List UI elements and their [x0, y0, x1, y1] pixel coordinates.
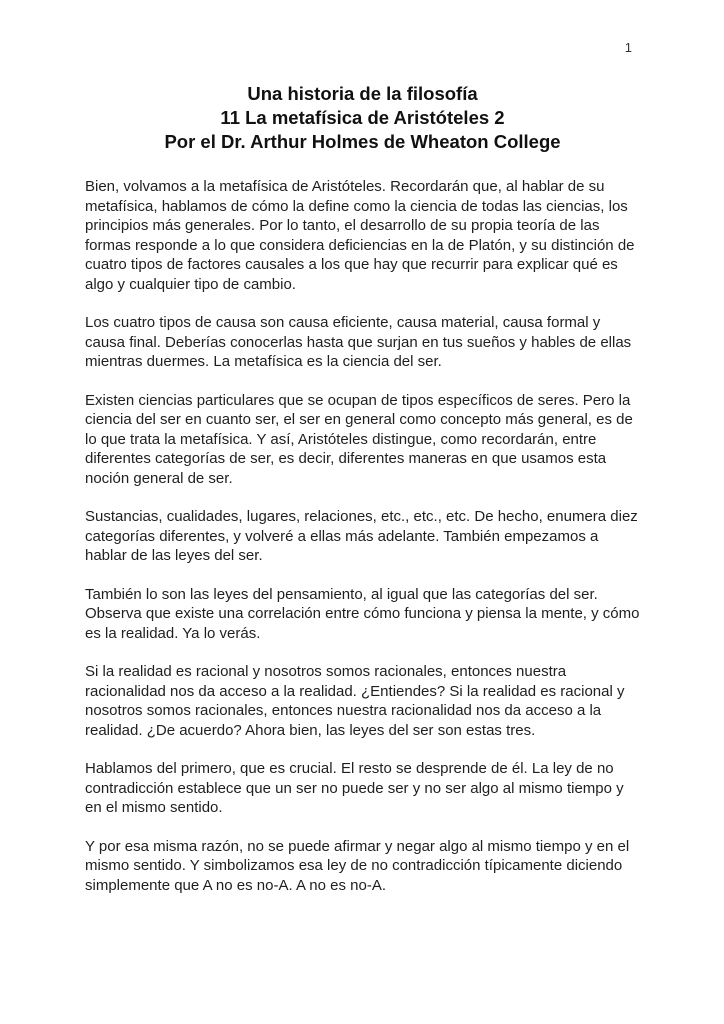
paragraph: Existen ciencias particulares que se ocupan de tipos específicos de seres. Pero la ciencia del ser en cuanto ser, el ser en general como concepto más general, es de lo que trata la metafísica. Y así, Aristóteles distingue, como recordarán, entre diferentes categorías de ser, es decir, diferentes maneras en que usamos esta noción general de ser. [85, 391, 633, 487]
paragraph: Si la realidad es racional y nosotros somos racionales, entonces nuestra racionalidad nos da acceso a la realidad. ¿Entiendes? Si la realidad es racional y nosotros somos racionales, entonces nuestra racionalidad nos da acceso a la realidad. ¿De acuerdo? Ahora bien, las leyes del ser son estas tres. [85, 663, 625, 739]
paragraph: Bien, volvamos a la metafísica de Aristóteles. Recordarán que, al hablar de su metafísica, hablamos de cómo la define como la ciencia de todas las ciencias, los principios más generales. Por lo tanto, el desarrollo de su propia teoría de las formas responde a lo que considera deficiencias en la de Platón, y su distinción de cuatro tipos de factores causales a los que hay que recurrir para explicar qué es algo y cualquier tipo de cambio. [85, 178, 635, 293]
paragraph: Y por esa misma razón, no se puede afirmar y negar algo al mismo tiempo y en el mismo sentido. Y simbolizamos esa ley de no contradicción típicamente diciendo simplemente que A no es no-A. A no es no-A. [85, 837, 630, 894]
paragraph: Los cuatro tipos de causa son causa eficiente, causa material, causa formal y causa final. Deberías conocerlas hasta que surjan en tus sueños y hables de ellas mientras duermes. La metafísica es la ciencia del ser. [85, 314, 632, 370]
title-line-3: Por el Dr. Arthur Holmes de Wheaton College [164, 131, 561, 152]
document-body [85, 177, 640, 895]
paragraph: Hablamos del primero, que es crucial. El resto se desprende de él. La ley de no contradicción establece que un ser no puede ser y no ser algo al mismo tiempo y en el mismo sentido. [85, 760, 624, 816]
document-title [85, 82, 640, 154]
paragraph: También lo son las leyes del pensamiento, al igual que las categorías del ser. Observa que existe una correlación entre cómo funciona y piensa la mente, y cómo es la realidad. Ya lo verás. [85, 585, 640, 642]
page-number: 1 [624, 40, 632, 55]
paragraph: Sustancias, cualidades, lugares, relaciones, etc., etc., etc. De hecho, enumera diez categorías diferentes, y volveré a ellas más adelante. También empezamos a hablar de las leyes del ser. [85, 508, 638, 564]
title-line-1: Una historia de la filosofía [247, 83, 478, 104]
title-line-2: 11 La metafísica de Aristóteles 2 [220, 107, 505, 128]
